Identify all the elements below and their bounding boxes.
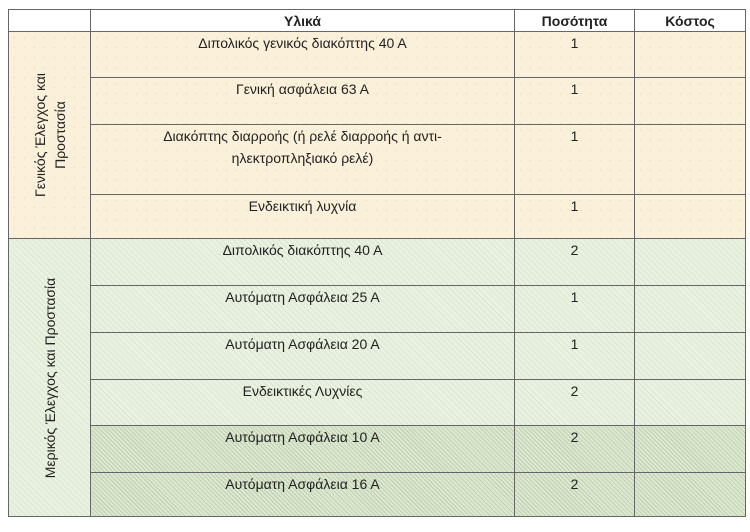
cost-cell[interactable] — [635, 125, 746, 195]
material-cell: Αυτόματη Ασφάλεια 25 Α — [91, 286, 515, 333]
material-cell: Ενδεικτική λυχνία — [91, 195, 515, 239]
quantity-cell: 1 — [515, 78, 635, 125]
table-row — [9, 32, 746, 78]
header-materials: Υλικά — [91, 10, 515, 32]
material-cell: Αυτόματη Ασφάλεια 20 Α — [91, 333, 515, 380]
cost-cell[interactable] — [635, 78, 746, 125]
table-row — [9, 78, 746, 125]
materials-table — [8, 9, 746, 517]
quantity-cell: 1 — [515, 125, 635, 195]
group-label-partial — [9, 239, 91, 517]
header-quantity: Ποσότητα — [515, 10, 635, 32]
table-row — [9, 286, 746, 333]
group-label-general — [9, 32, 91, 239]
material-cell: Διπολικός γενικός διακόπτης 40 Α — [91, 32, 515, 78]
table-row — [9, 239, 746, 286]
group-label-line: Γενικός Έλεγχος και — [31, 73, 48, 197]
header-cost: Κόστος — [635, 10, 746, 32]
table-row — [9, 380, 746, 426]
cost-cell[interactable] — [635, 32, 746, 78]
header-corner-cell — [9, 10, 91, 32]
cost-cell[interactable] — [635, 286, 746, 333]
cost-cell[interactable] — [635, 239, 746, 286]
quantity-cell: 2 — [515, 426, 635, 473]
material-cell: Ενδεικτικές Λυχνίες — [91, 380, 515, 426]
material-cell: Αυτόματη Ασφάλεια 16 Α — [91, 473, 515, 517]
quantity-cell: 1 — [515, 32, 635, 78]
table-header-row — [9, 10, 746, 32]
cost-cell[interactable] — [635, 473, 746, 517]
cost-cell[interactable] — [635, 380, 746, 426]
table-row — [9, 125, 746, 195]
cost-cell[interactable] — [635, 426, 746, 473]
cost-cell[interactable] — [635, 195, 746, 239]
table-row — [9, 426, 746, 473]
group-label-line: Προστασία — [51, 101, 68, 169]
quantity-cell: 1 — [515, 195, 635, 239]
quantity-cell: 1 — [515, 333, 635, 380]
group-label-line: Μερικός Έλεγχος και Προστασία — [41, 277, 58, 478]
cost-cell[interactable] — [635, 333, 746, 380]
quantity-cell: 2 — [515, 380, 635, 426]
material-cell: Διακόπτης διαρροής (ή ρελέ διαρροής ή αντι-ηλεκτροπληξιακό ρελέ) — [91, 125, 515, 195]
quantity-cell: 2 — [515, 473, 635, 517]
group-label-text — [40, 277, 60, 478]
table-row — [9, 473, 746, 517]
group-label-text — [30, 73, 70, 197]
material-cell: Αυτόματη Ασφάλεια 10 Α — [91, 426, 515, 473]
quantity-cell: 1 — [515, 286, 635, 333]
material-cell: Διπολικός διακόπτης 40 Α — [91, 239, 515, 286]
table-row — [9, 333, 746, 380]
table-row — [9, 195, 746, 239]
material-cell: Γενική ασφάλεια 63 Α — [91, 78, 515, 125]
quantity-cell: 2 — [515, 239, 635, 286]
